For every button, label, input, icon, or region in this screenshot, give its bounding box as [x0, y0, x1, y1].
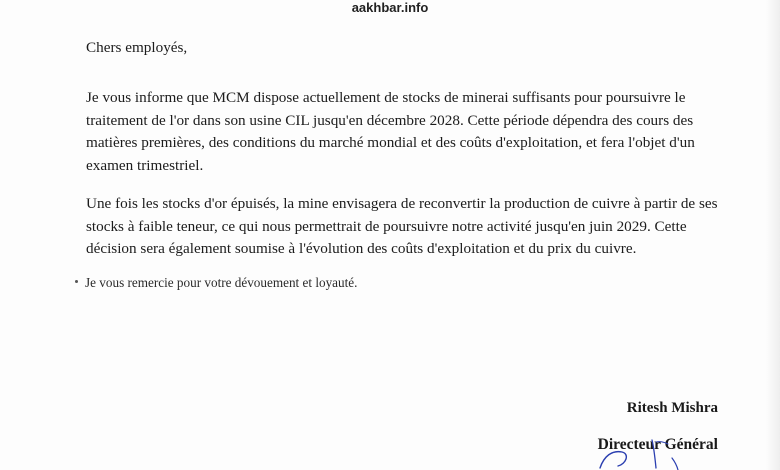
letter-greeting: Chers employés, [86, 39, 188, 56]
letter-closing-thanks: Je vous remercie pour votre dévouement et loyauté. [85, 275, 358, 290]
page-edge-shadow [766, 0, 780, 470]
signatory-name: Ritesh Mishra [626, 400, 718, 416]
site-watermark: aakhbar.info [351, 0, 429, 15]
handwritten-signature-icon [560, 428, 690, 470]
signatory-title: Directeur Général [597, 436, 718, 453]
letter-paragraph-1: Je vous informe que MCM dispose actuellement de stocks de minerai suffisants pour poursuivre le traitement de l'or dans son usine CIL jusqu'en décembre 2028. Cette période dépendra des cours des matières premières, des conditions du marché mondial et des coûts d'exploitation, et fera l'objet d'un examen trimestriel. [86, 89, 695, 174]
margin-dot-mark [75, 280, 78, 283]
letter-paragraph-2: Une fois les stocks d'or épuisés, la mine envisagera de reconvertir la production de cuivre à partir de ses stocks à faible teneur, ce qui nous permettrait de poursuivre notre activité jusqu'en juin 2029. Cette décision sera également soumise à l'évolution des coûts d'exploitation et du prix du cuivre. [86, 195, 718, 257]
